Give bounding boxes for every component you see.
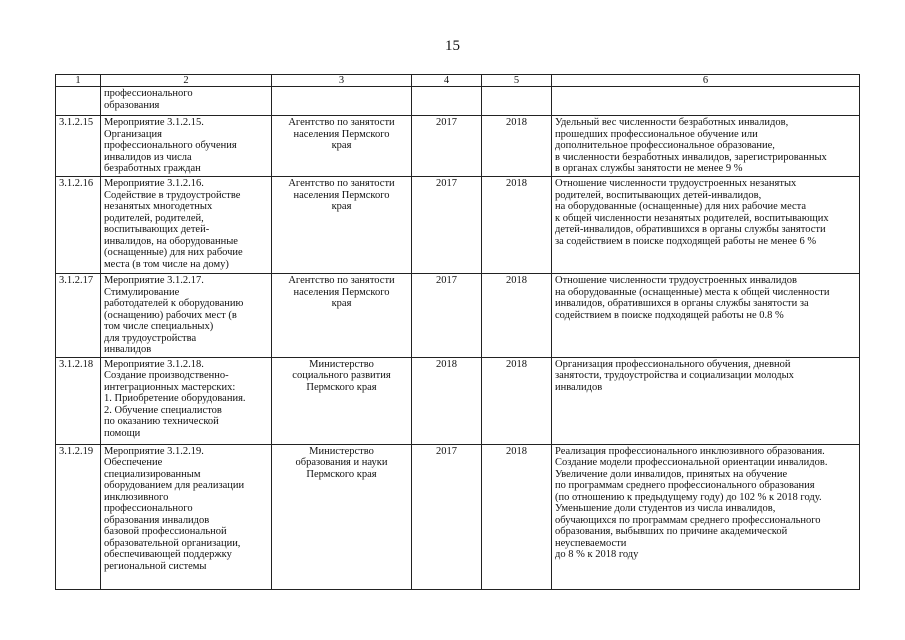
start-year-cell: 2017 <box>412 116 482 177</box>
start-year-cell: 2017 <box>412 274 482 358</box>
end-year-cell: 2018 <box>482 444 552 589</box>
activity-cell: Мероприятие 3.1.2.16. Содействие в трудоустройстве незанятых многодетных родителей, родителей, воспитывающих детей- инвалидов, на оборудованные (оснащенные) для них рабочие места (в том числе на дому) <box>101 177 272 274</box>
end-year-cell: 2018 <box>482 274 552 358</box>
end-year-cell <box>482 87 552 116</box>
agency-cell: Министерство образования и науки Пермского края <box>272 444 412 589</box>
start-year-cell <box>412 87 482 116</box>
start-year-cell: 2018 <box>412 357 482 444</box>
table-row <box>56 177 860 274</box>
end-year-cell: 2018 <box>482 357 552 444</box>
row-number <box>56 87 101 116</box>
indicator-cell: Отношение численности трудоустроенных незанятых родителей, воспитывающих детей-инвалидов, на оборудованные (оснащенные) для них рабочие места к общей численности незанятых родителей, воспитывающих детей-инвалидов, обратившихся в органы службы занятости за содействием в поиске подходящей работы не менее 6 % <box>552 177 860 274</box>
table-row <box>56 274 860 358</box>
indicator-cell: Удельный вес численности безработных инвалидов, прошедших профессиональное обучение или дополнительное профессиональное образование, в численности безработных инвалидов, зарегистрированных в органах службы занятости не менее 9 % <box>552 116 860 177</box>
table-row <box>56 444 860 589</box>
end-year-cell: 2018 <box>482 177 552 274</box>
row-number: 3.1.2.16 <box>56 177 101 274</box>
table-row <box>56 357 860 444</box>
column-number-row <box>56 75 860 87</box>
end-year-cell: 2018 <box>482 116 552 177</box>
col-header-4: 4 <box>412 75 482 87</box>
agency-cell <box>272 87 412 116</box>
agency-cell: Агентство по занятости населения Пермского края <box>272 177 412 274</box>
agency-cell: Агентство по занятости населения Пермского края <box>272 116 412 177</box>
activity-cell: Мероприятие 3.1.2.15. Организация профессионального обучения инвалидов из числа безработных граждан <box>101 116 272 177</box>
table-row <box>56 87 860 116</box>
start-year-cell: 2017 <box>412 177 482 274</box>
agency-cell: Агентство по занятости населения Пермского края <box>272 274 412 358</box>
indicator-cell <box>552 87 860 116</box>
row-number: 3.1.2.18 <box>56 357 101 444</box>
col-header-3: 3 <box>272 75 412 87</box>
activity-cell: Мероприятие 3.1.2.17. Стимулирование работодателей к оборудованию (оснащению) рабочих мест (в том числе специальных) для трудоустройства инвалидов <box>101 274 272 358</box>
col-header-2: 2 <box>101 75 272 87</box>
activity-cell: Мероприятие 3.1.2.18. Создание производственно- интеграционных мастерских: 1. Приобретение оборудования. 2. Обучение специалистов по оказанию технической помощи <box>101 357 272 444</box>
col-header-5: 5 <box>482 75 552 87</box>
activity-cell: профессионального образования <box>101 87 272 116</box>
indicator-cell: Реализация профессионального инклюзивного образования. Создание модели профессиональной ориентации инвалидов. Увеличение доли инвалидов, принятых на обучение по программам среднего профессионального образования (по отношению к предыдущему году) до 102 % к 2018 году. Уменьшение доли студентов из числа инвалидов, обучающихся по программам среднего профессионального образования, выбывших по причине академической неуспеваемости до 8 % к 2018 году <box>552 444 860 589</box>
row-number: 3.1.2.15 <box>56 116 101 177</box>
agency-cell: Министерство социального развития Пермского края <box>272 357 412 444</box>
start-year-cell: 2017 <box>412 444 482 589</box>
measures-table <box>55 74 860 590</box>
table-row <box>56 116 860 177</box>
page-number: 15 <box>445 38 460 54</box>
indicator-cell: Отношение численности трудоустроенных инвалидов на оборудованные (оснащенные) места к общей численности инвалидов, обратившихся в органы службы занятости за содействием в поиске подходящей работы не 0.8 % <box>552 274 860 358</box>
row-number: 3.1.2.17 <box>56 274 101 358</box>
col-header-1: 1 <box>56 75 101 87</box>
indicator-cell: Организация профессионального обучения, дневной занятости, трудоустройства и социализации молодых инвалидов <box>552 357 860 444</box>
activity-cell: Мероприятие 3.1.2.19. Обеспечение специализированным оборудованием для реализации инклюзивного профессионального образования инвалидов базовой профессиональной образовательной организации, обеспечивающей поддержку региональной системы <box>101 444 272 589</box>
row-number: 3.1.2.19 <box>56 444 101 589</box>
col-header-6: 6 <box>552 75 860 87</box>
